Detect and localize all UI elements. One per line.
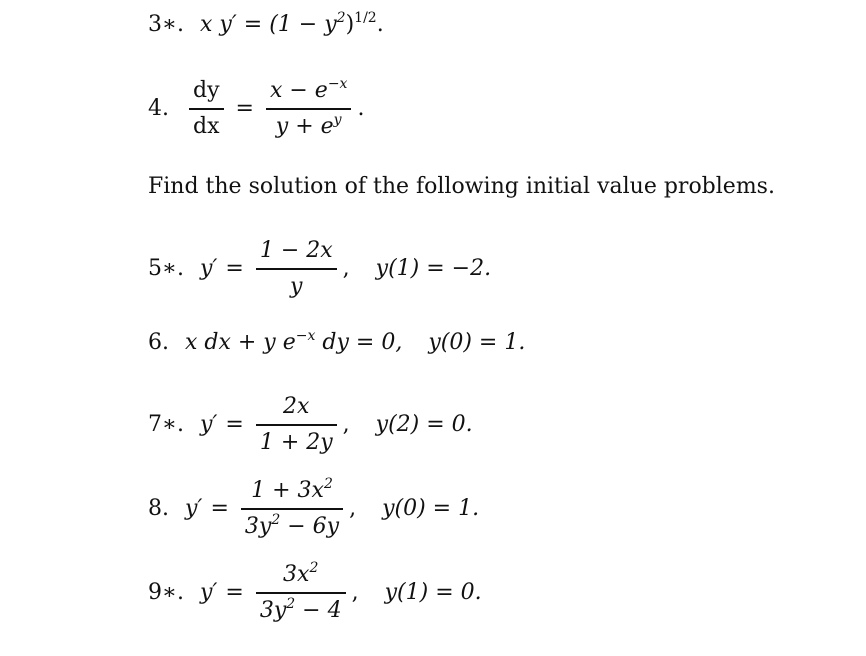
problem-7: 7∗. y′ = $\frac{2x}{1 + 2y}$ , y(2) = 0. (148, 394, 473, 455)
problem-number: 9∗. (148, 579, 184, 605)
rhs-fraction: $\frac{3x^2}{3y^2 - 4}$ (256, 564, 346, 622)
equation: x dx + y $e^{-x}$ dy = 0, (185, 328, 403, 355)
instructions-text: Find the solution of the following initial value problems. (148, 174, 775, 199)
initial-condition: y(0) = 1. (382, 495, 480, 521)
derivative-fraction: $\frac{dy}{dx}$ (189, 80, 224, 138)
problem-8: 8. y′ = $\frac{1 + 3x^2}{3y^2 - 6y}$ , y(0) = 1. (148, 476, 480, 539)
equation: x $y' = (1 - y^2)^{1/2}$. (199, 10, 384, 37)
problem-number: 7∗. (148, 411, 184, 437)
problem-number: 5∗. (148, 255, 184, 281)
problem-5: 5∗. y′ = $\frac{1 - 2x}{y}$ , y(1) = −2. (148, 238, 492, 299)
problem-number: 6. (148, 330, 169, 355)
problem-4: 4. $\frac{dy}{dx}$ = $\frac{x - e^{-x}}{y + e^y}$ . (148, 76, 365, 139)
initial-condition: y(2) = 0. (375, 411, 473, 437)
rhs-fraction: $\frac{1 - 2x}{y}$ (256, 240, 337, 298)
rhs-fraction: $\frac{x - e^{-x}}{y + e^y}$ (266, 80, 352, 138)
problem-number: 8. (148, 495, 169, 521)
rhs-fraction: $\frac{1 + 3x^2}{3y^2 - 6y}$ (241, 480, 343, 538)
problem-6 (148, 328, 526, 355)
rhs-fraction: $\frac{2x}{1 + 2y}$ (256, 396, 337, 454)
problem-3 (148, 10, 384, 37)
problem-9: 9∗. y′ = $\frac{3x^2}{3y^2 - 4}$ , y(1) = 0. (148, 560, 482, 623)
problem-number: 4. (148, 95, 169, 121)
problem-number: 3∗. (148, 12, 184, 37)
initial-condition: y(1) = 0. (384, 579, 482, 605)
initial-condition: y(1) = −2. (375, 255, 492, 281)
initial-condition: y(0) = 1. (428, 330, 526, 355)
